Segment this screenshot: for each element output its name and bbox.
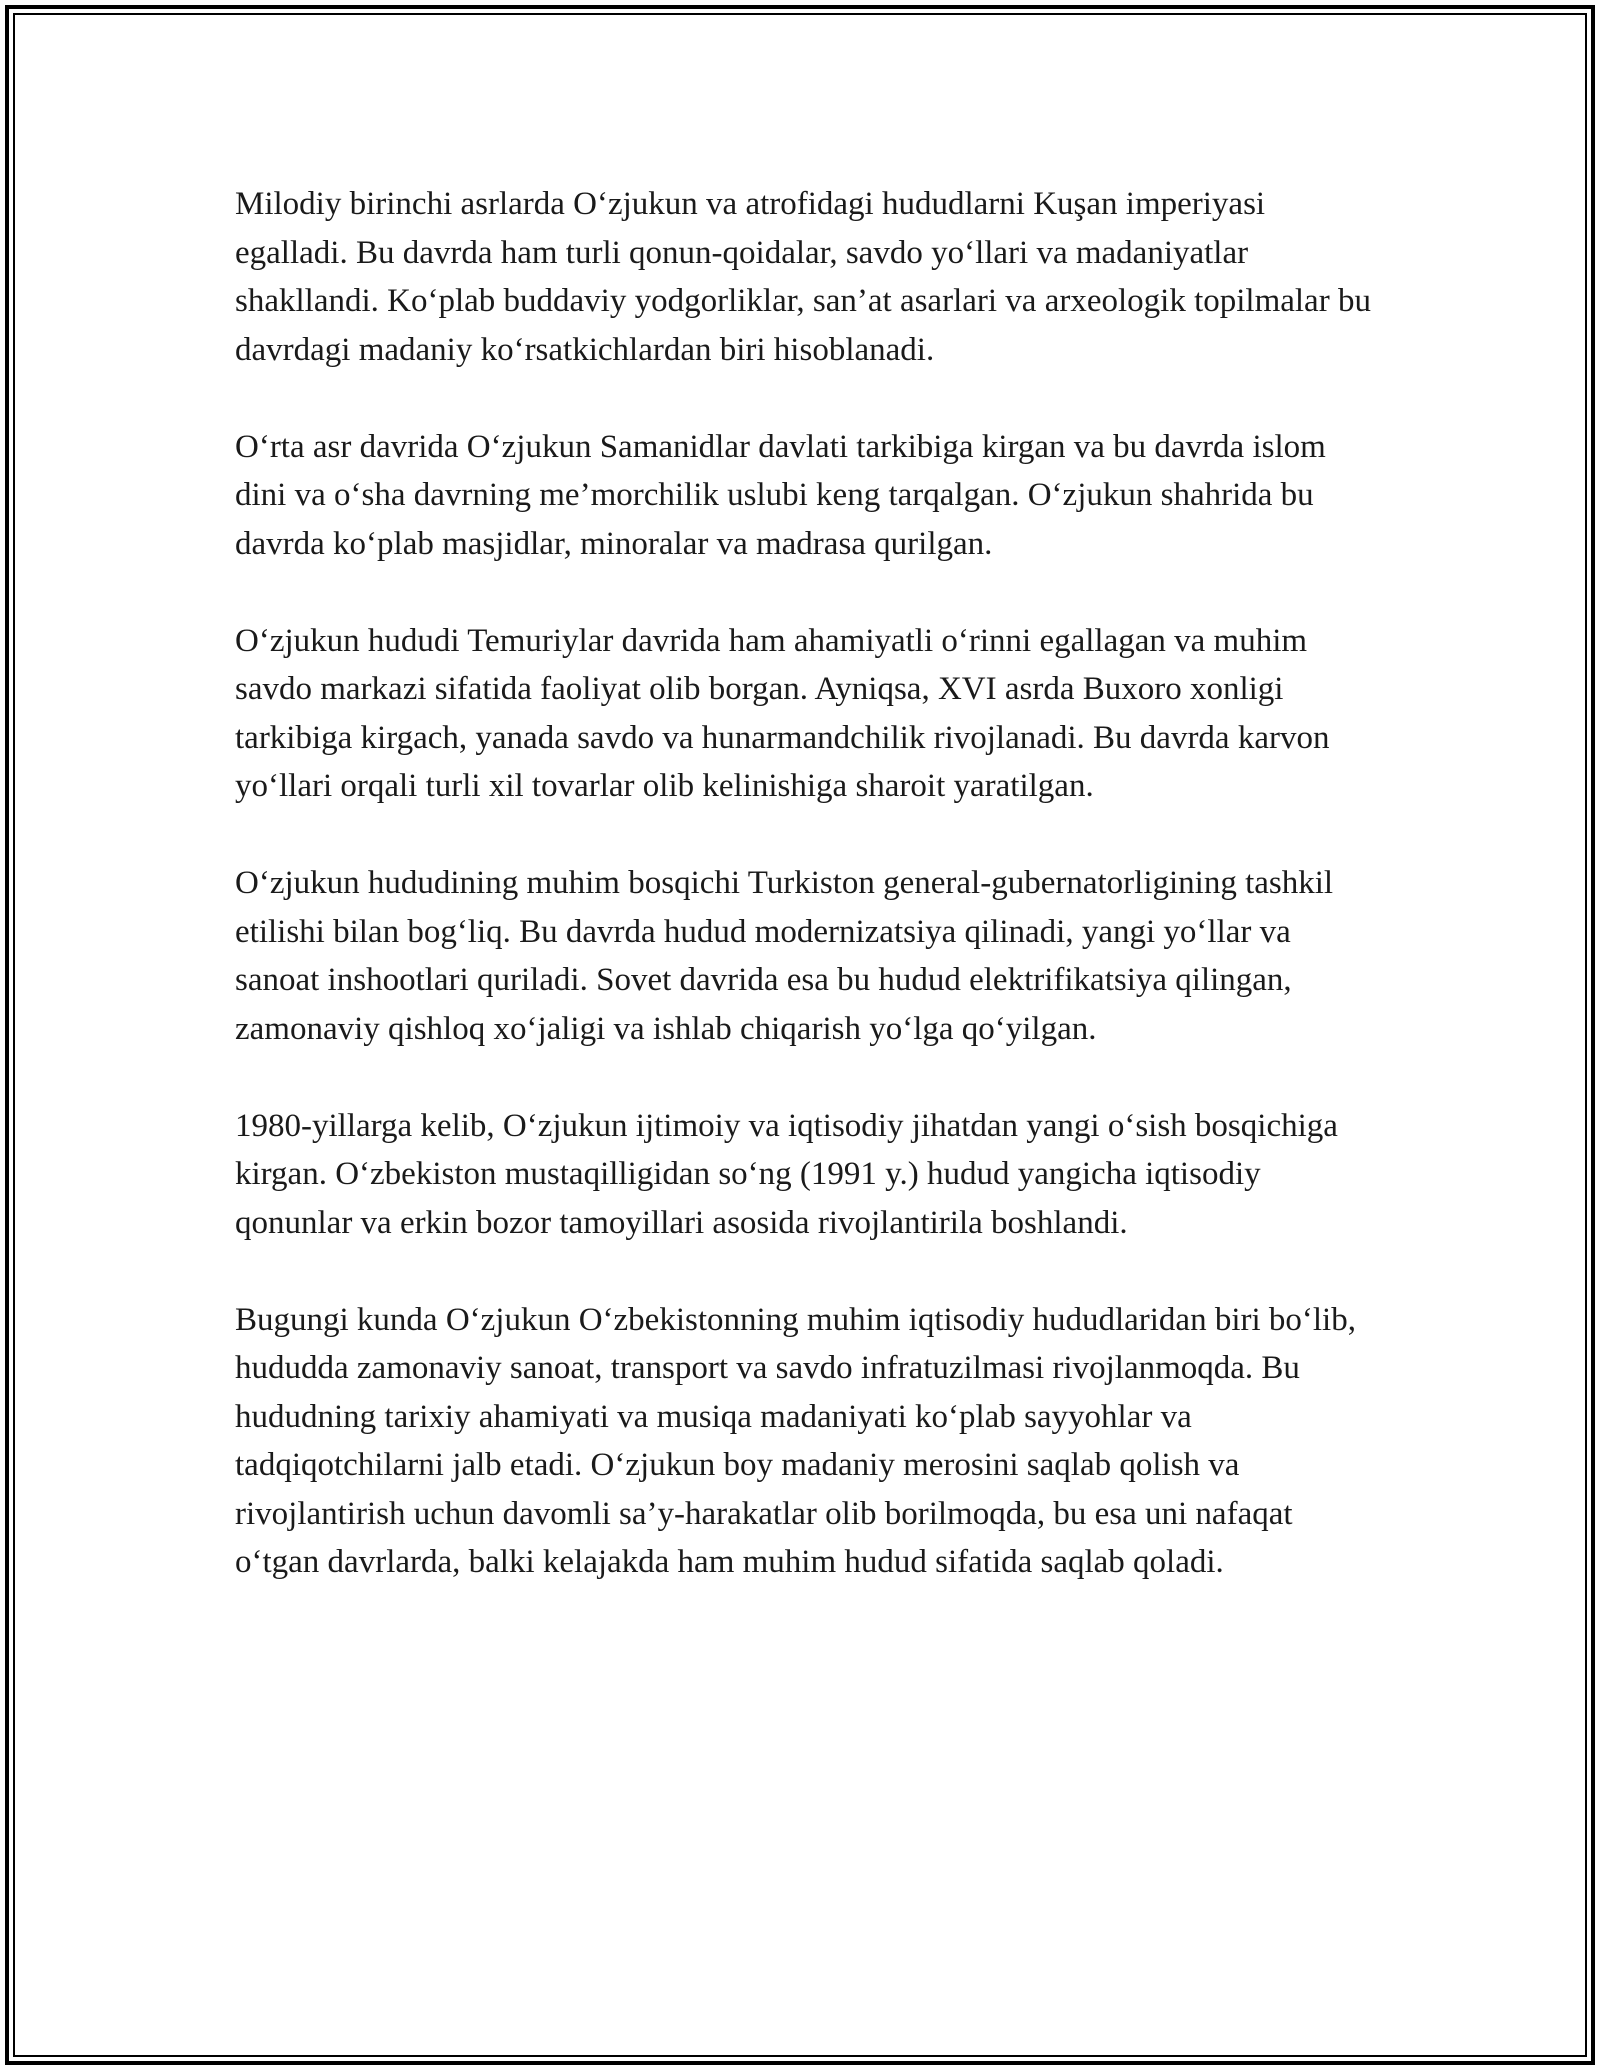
paragraph-kushan-era: Milodiy birinchi asrlarda O‘zjukun va atrofidagi hududlarni Kuşan imperiyasi egalladi. Bu davrda ham turli qonun-qoidalar, savdo yo‘llari va madaniyatlar shakllandi. Ko‘plab buddaviy yodgorliklar, san’at asarlari va arxeologik topilmalar bu davrdagi madaniy ko‘rsatkichlardan biri hisoblanadi. xyxy=(235,186,1371,368)
paragraph-timurid-era: O‘zjukun hududi Temuriylar davrida ham ahamiyatli o‘rinni egallagan va muhim savdo markazi sifatida faoliyat olib borgan. Ayniqsa, XVI asrda Buxoro xonligi tarkibiga kirgach, yanada savdo va hunarmandchilik rivojlanadi. Bu davrda karvon yo‘llari orqali turli xil tovarlar olib kelinishiga sharoit yaratilgan. xyxy=(235,622,1330,804)
paragraph-medieval-era: O‘rta asr davrida O‘zjukun Samanidlar davlati tarkibiga kirgan va bu davrda islom dini va o‘sha davrning me’morchilik uslubi keng tarqalgan. O‘zjukun shahrida bu davrda ko‘plab masjidlar, minoralar va madrasa qurilgan. xyxy=(235,428,1326,562)
document-body xyxy=(235,180,1375,1635)
paragraph-turkestan-soviet-era: O‘zjukun hududining muhim bosqichi Turkiston general-gubernatorligining tashkil etilishi bilan bog‘liq. Bu davrda hudud modernizatsiya qilinadi, yangi yo‘llar va sanoat inshootlari quriladi. Sovet davrida esa bu hudud elektrifikatsiya qilingan, zamonaviy qishloq xo‘jaligi va ishlab chiqarish yo‘lga qo‘yilgan. xyxy=(235,865,1334,1047)
paragraph-present-day: Bugungi kunda O‘zjukun O‘zbekistonning muhim iqtisodiy hududlaridan biri bo‘lib, hududda zamonaviy sanoat, transport va savdo infratuzilmasi rivojlanmoqda. Bu hududning tarixiy ahamiyati va musiqa madaniyati ko‘plab sayyohlar va tadqiqotchilarni jalb etadi. O‘zjukun boy madaniy merosini saqlab qolish va rivojlantirish uchun davomli sa’y-harakatlar olib borilmoqda, bu esa uni nafaqat o‘tgan davrlarda, balki kelajakda ham muhim hudud sifatida saqlab qoladi. xyxy=(235,1301,1356,1580)
paragraph-independence-era: 1980-yillarga kelib, O‘zjukun ijtimoiy va iqtisodiy jihatdan yangi o‘sish bosqichiga kirgan. O‘zbekiston mustaqilligidan so‘ng (1991 y.) hudud yangicha iqtisodiy qonunlar va erkin bozor tamoyillari asosida rivojlantirila boshlandi. xyxy=(235,1107,1338,1241)
